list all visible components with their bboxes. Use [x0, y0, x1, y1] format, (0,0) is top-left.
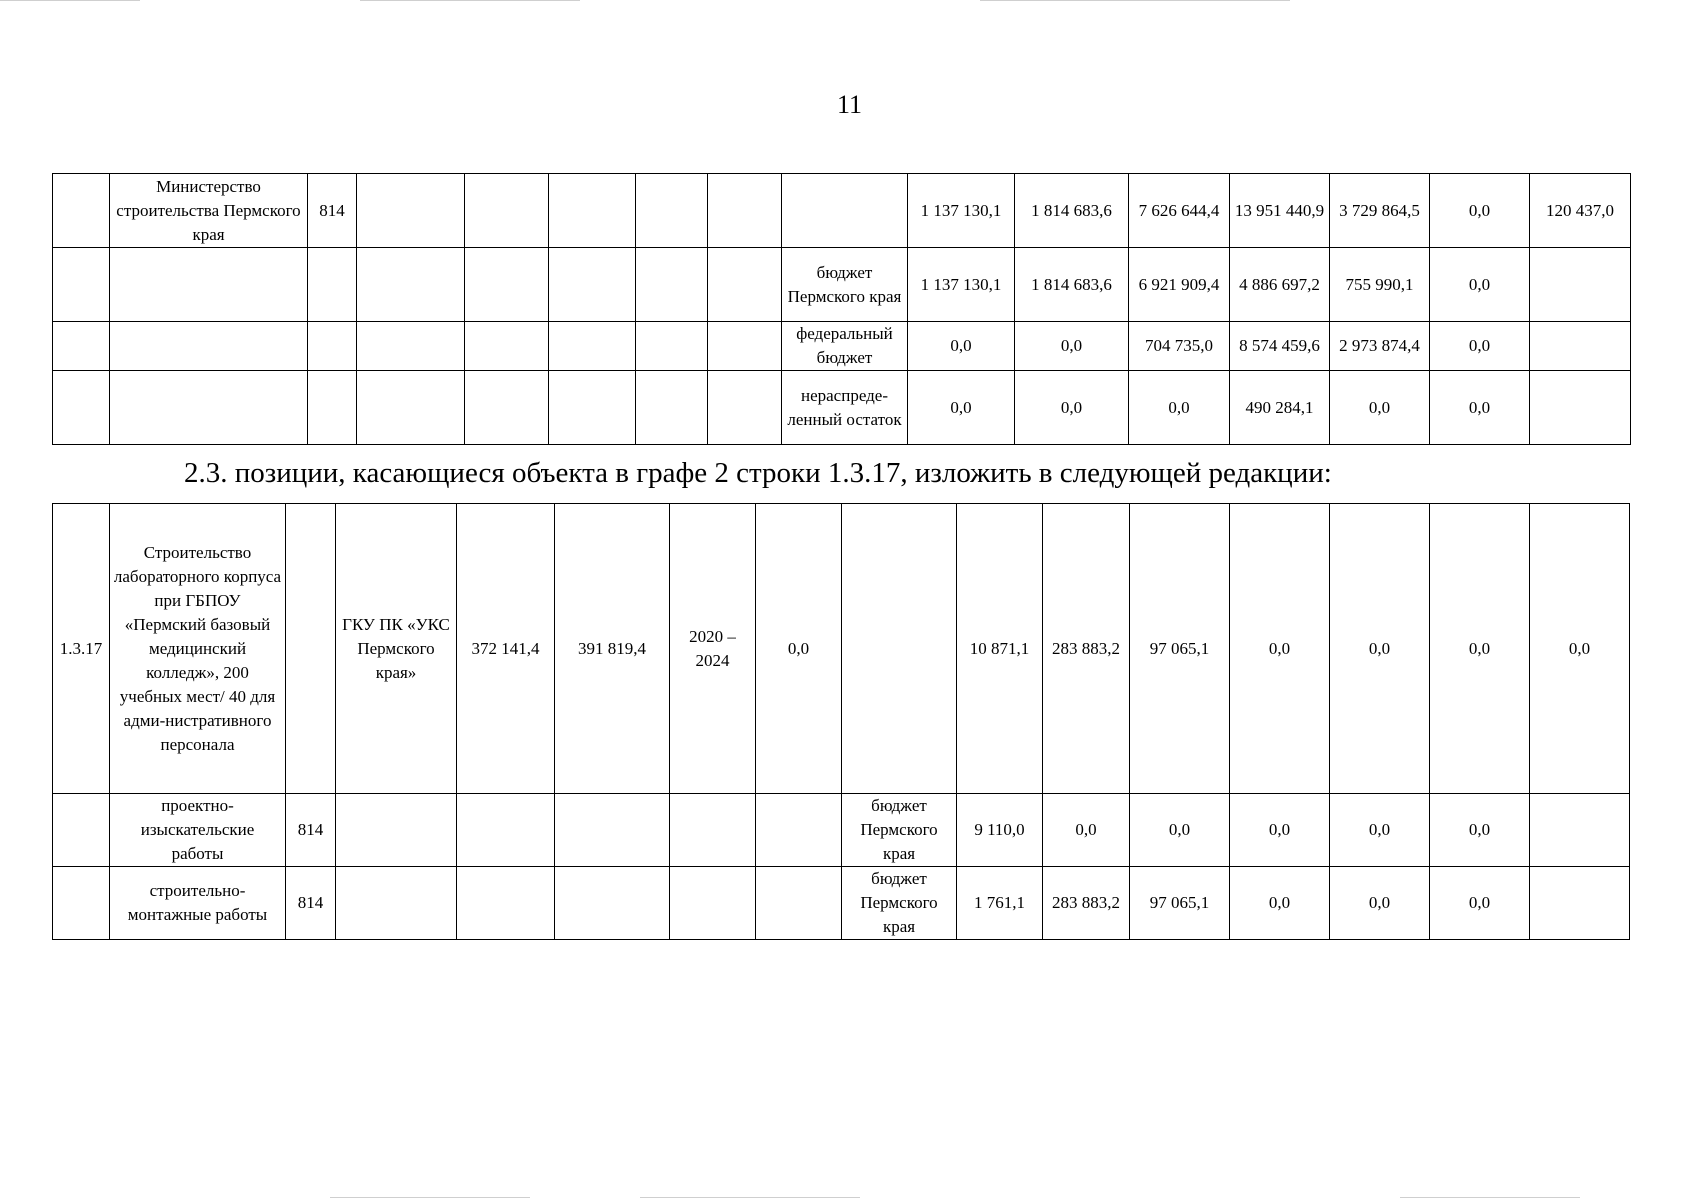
table-cell: 0,0	[1530, 504, 1630, 794]
scan-edge-mark	[330, 1197, 530, 1198]
table-cell: 490 284,1	[1230, 371, 1330, 445]
table-cell	[708, 174, 782, 248]
table-cell	[53, 174, 110, 248]
table-cell: федеральный бюджет	[782, 322, 908, 371]
table-cell: 2 973 874,4	[1330, 322, 1430, 371]
table-cell	[110, 371, 308, 445]
table-cell	[636, 322, 708, 371]
table-cell: 0,0	[1430, 174, 1530, 248]
table-cell: 0,0	[1230, 504, 1330, 794]
table-cell	[782, 174, 908, 248]
table-cell: 13 951 440,9	[1230, 174, 1330, 248]
table-cell	[1530, 794, 1630, 867]
table-cell	[636, 371, 708, 445]
table-cell	[1530, 371, 1631, 445]
table-cell: 4 886 697,2	[1230, 248, 1330, 322]
table-cell: 704 735,0	[1129, 322, 1230, 371]
table-cell	[636, 248, 708, 322]
table-cell: Министерство строительства Пермского края	[110, 174, 308, 248]
table-cell: нераспреде-ленный остаток	[782, 371, 908, 445]
table-row	[53, 248, 1631, 322]
table-cell	[549, 174, 636, 248]
table-cell: строительно-монтажные работы	[110, 867, 286, 940]
table-row	[53, 174, 1631, 248]
table-cell: 0,0	[1230, 867, 1330, 940]
table-cell	[357, 371, 465, 445]
object-1-3-17-table	[52, 503, 1630, 940]
table-cell: 1 814 683,6	[1015, 174, 1129, 248]
table-cell: 0,0	[1230, 794, 1330, 867]
table-cell: 0,0	[756, 504, 842, 794]
table-cell: 97 065,1	[1130, 504, 1230, 794]
table-cell	[465, 322, 549, 371]
table-cell	[708, 248, 782, 322]
table-row	[53, 794, 1630, 867]
table-cell: 1 137 130,1	[908, 174, 1015, 248]
table-cell	[53, 867, 110, 940]
table-cell	[308, 371, 357, 445]
table-cell: 814	[286, 794, 336, 867]
table-cell	[308, 322, 357, 371]
table-cell	[1530, 248, 1631, 322]
table-cell: 0,0	[1430, 867, 1530, 940]
table-cell	[555, 867, 670, 940]
scan-edge-mark	[1400, 1197, 1580, 1198]
table-cell: 0,0	[1330, 371, 1430, 445]
table-cell	[336, 794, 457, 867]
table-cell: 2020 – 2024	[670, 504, 756, 794]
funding-table-continued	[52, 173, 1631, 445]
table-cell: 283 883,2	[1043, 867, 1130, 940]
table-cell	[457, 867, 555, 940]
table-cell: 0,0	[1430, 248, 1530, 322]
table-cell: 8 574 459,6	[1230, 322, 1330, 371]
table-cell: бюджет Пермского края	[842, 794, 957, 867]
table-row	[53, 504, 1630, 794]
table-cell: 0,0	[908, 371, 1015, 445]
table-cell: 755 990,1	[1330, 248, 1430, 322]
table-cell	[465, 174, 549, 248]
table-cell	[708, 371, 782, 445]
table-cell: 1 761,1	[957, 867, 1043, 940]
table-cell: 0,0	[1015, 371, 1129, 445]
table-cell: 97 065,1	[1130, 867, 1230, 940]
table-cell: 7 626 644,4	[1129, 174, 1230, 248]
table-cell	[756, 794, 842, 867]
table-cell: 0,0	[1330, 867, 1430, 940]
table-cell	[555, 794, 670, 867]
table-cell: 9 110,0	[957, 794, 1043, 867]
table-cell	[357, 174, 465, 248]
table-cell: 0,0	[1043, 794, 1130, 867]
page-number: 11	[836, 90, 863, 119]
table-cell: бюджет Пермского края	[842, 867, 957, 940]
table-cell	[53, 371, 110, 445]
table-cell: 0,0	[1430, 371, 1530, 445]
table-cell	[670, 867, 756, 940]
table-row	[53, 322, 1631, 371]
table-cell	[1530, 867, 1630, 940]
table-cell	[286, 504, 336, 794]
table-cell	[308, 248, 357, 322]
table-cell	[336, 867, 457, 940]
table-cell: 0,0	[1430, 794, 1530, 867]
table-cell	[110, 322, 308, 371]
table-cell	[549, 371, 636, 445]
amendment-paragraph: 2.3. позиции, касающиеся объекта в графе 2 строки 1.3.17, изложить в следующей редакции:	[184, 457, 1332, 489]
table-cell: 0,0	[1129, 371, 1230, 445]
table-cell	[465, 371, 549, 445]
table-cell: 0,0	[1330, 504, 1430, 794]
table-cell: 0,0	[1330, 794, 1430, 867]
table-cell: Строительство лабораторного корпуса при ГБПОУ «Пермский базовый медицинский колледж», 200 учебных мест/ 40 для адми-нистративного персонала	[110, 504, 286, 794]
table-cell: 10 871,1	[957, 504, 1043, 794]
table-cell: 1 814 683,6	[1015, 248, 1129, 322]
table-cell: 0,0	[908, 322, 1015, 371]
table-cell: 391 819,4	[555, 504, 670, 794]
table-cell	[549, 248, 636, 322]
table-cell	[357, 248, 465, 322]
table-cell	[53, 248, 110, 322]
table-cell: 814	[308, 174, 357, 248]
table-cell	[1530, 322, 1631, 371]
table-cell	[708, 322, 782, 371]
table-row	[53, 371, 1631, 445]
table-cell	[465, 248, 549, 322]
table-cell: 1 137 130,1	[908, 248, 1015, 322]
scan-edge-mark	[360, 0, 580, 1]
table-cell	[636, 174, 708, 248]
table-cell	[670, 794, 756, 867]
table-cell	[53, 794, 110, 867]
table-cell: 0,0	[1130, 794, 1230, 867]
table-row	[53, 867, 1630, 940]
table-cell: 3 729 864,5	[1330, 174, 1430, 248]
table-cell: 0,0	[1430, 322, 1530, 371]
scan-edge-mark	[980, 0, 1290, 1]
table-cell	[549, 322, 636, 371]
table-cell	[357, 322, 465, 371]
scan-edge-mark	[0, 0, 140, 1]
table-cell: проектно-изыскательские работы	[110, 794, 286, 867]
table-cell: 372 141,4	[457, 504, 555, 794]
table-cell: ГКУ ПК «УКС Пермского края»	[336, 504, 457, 794]
table-cell: 1.3.17	[53, 504, 110, 794]
table-cell: 0,0	[1015, 322, 1129, 371]
table-cell	[756, 867, 842, 940]
table-cell	[110, 248, 308, 322]
table-cell: 0,0	[1430, 504, 1530, 794]
scan-edge-mark	[640, 1197, 860, 1198]
table-cell	[457, 794, 555, 867]
table-cell: 283 883,2	[1043, 504, 1130, 794]
table-cell	[842, 504, 957, 794]
table-cell: бюджет Пермского края	[782, 248, 908, 322]
table-cell: 120 437,0	[1530, 174, 1631, 248]
table-cell: 6 921 909,4	[1129, 248, 1230, 322]
table-cell: 814	[286, 867, 336, 940]
table-cell	[53, 322, 110, 371]
